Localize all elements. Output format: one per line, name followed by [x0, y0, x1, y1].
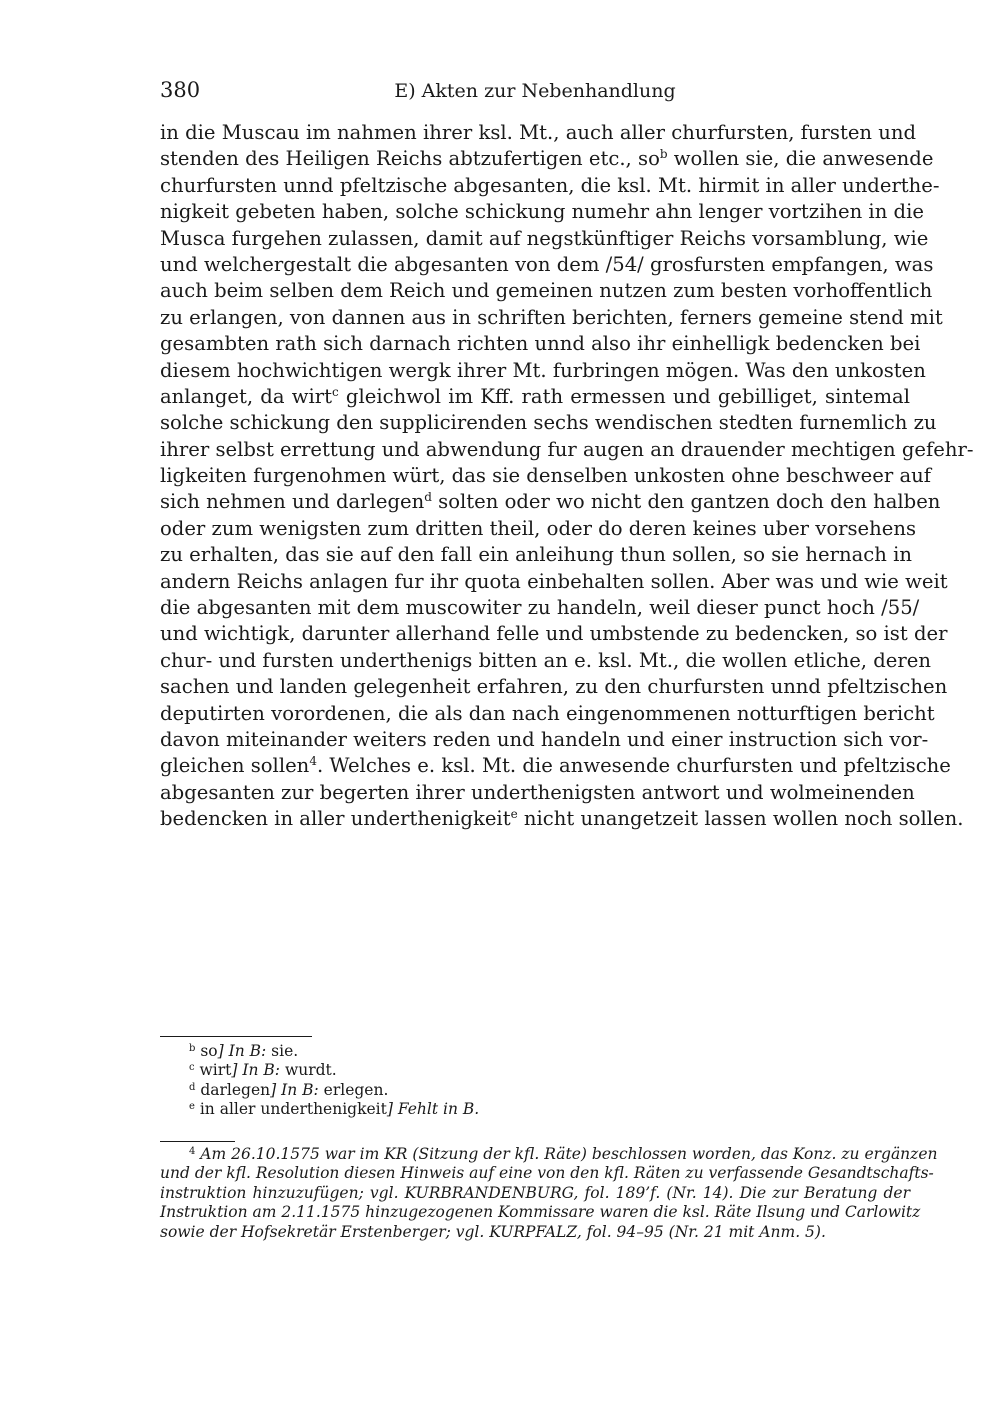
text-line: ihrer selbst errettung und abwendung fur augen an drauender mechtigen gefehr-: [160, 437, 974, 461]
footnote-ref: e: [510, 807, 518, 822]
running-head: E) Akten zur Nebenhandlung: [394, 80, 676, 102]
text-line: oder zum wenigsten zum dritten theil, oder do deren keines uber vorsehens: [160, 516, 917, 540]
note-mark: e: [189, 1101, 195, 1113]
text-line: gesambten rath sich darnach richten unnd also ihr einhelligk bedencken bei: [160, 332, 921, 356]
note-mark: c: [189, 1062, 195, 1074]
text-line: gleichen sollen$^4$. Welches e. ksl. Mt. die anwesende churfursten und pfeltzische: [160, 754, 951, 778]
text-line: und wichtigk, darunter allerhand felle und umbstende zu bedencken, so ist der: [160, 622, 948, 646]
footnote-ref: c: [332, 384, 339, 399]
text-line: sachen und landen gelegenheit erfahren, zu den churfursten unnd pfeltzischen: [160, 675, 948, 699]
footnote-ref: 4: [309, 754, 317, 769]
footnote-line: sowie der Hofsekretär Erstenberger; vgl. KURPFALZ, fol. 94–95 (Nr. 21 mit Anm. 5).: [160, 1222, 826, 1241]
page-header: [160, 78, 910, 108]
text-line: in die Muscau im nahmen ihrer ksl. Mt., auch aller churfursten, fursten und: [160, 121, 917, 144]
text-line: und welchergestalt die abgesanten von dem /54/ grosfursten empfangen, was: [160, 252, 934, 276]
text-line: stenden des Heiligen Reichs abtzufertigen etc., $so^b$ wollen sie, die anwesende: [160, 147, 934, 171]
text-line: deputirten vorordenen, die als dan nach eingenommenen notturftigen bericht: [160, 701, 935, 725]
note-marker: ] In B:: [270, 1080, 319, 1099]
page-number: 380: [160, 78, 201, 102]
footnote-line: und der kfl. Resolution diesen Hinweis auf eine von den kfl. Räten zu verfassende Gesandtschafts-: [160, 1164, 934, 1183]
text-line: ligkeiten furgenohmen würt, das sie denselben unkosten ohne beschweer auf: [160, 464, 931, 488]
footnote-separator-historical: [160, 1141, 235, 1142]
critical-note: $^c$ wirt] In B: wurdt.: [189, 1061, 337, 1080]
text-line: sich nehmen und darlegen$^d$ solten oder wo nicht den gantzen doch den halben: [160, 490, 941, 514]
critical-note: $^b$ so] In B: sie.: [189, 1042, 299, 1060]
footnote-line: instruktion hinzuzufügen; vgl. KURBRANDENBURG, fol. 189’f. (Nr. 14). Die zur Beratung der: [160, 1183, 910, 1202]
footnote-ref: d: [424, 490, 432, 505]
text-line: bedencken in aller underthenigkeit$^e$ nicht unangetzeit lassen wollen noch sollen.: [160, 807, 964, 831]
text-line: auch beim selben dem Reich und gemeinen nutzen zum besten vorhoffentlich: [160, 279, 933, 303]
text-line: die abgesanten mit dem muscowiter zu handeln, weil dieser punct hoch /55/: [160, 596, 920, 620]
critical-apparatus: [160, 1042, 910, 1120]
note-marker: ] In B:: [217, 1042, 267, 1060]
main-text: [160, 120, 974, 833]
text-line: diesem hochwichtigen wergk ihrer Mt. furbringen mögen. Was den unkosten: [160, 358, 926, 382]
note-mark: b: [189, 1043, 196, 1054]
text-line: abgesanten zur begerten ihrer underthenigsten antwort und wolmeinenden: [160, 780, 915, 804]
footnote-line: Instruktion am 2.11.1575 hinzugezogenen Kommissare waren die ksl. Räte Ilsung und Carlowitz: [160, 1203, 921, 1222]
note-marker: ] In B:: [231, 1061, 281, 1080]
text-line: solche schickung den supplicirenden sechs wendischen stedten furnemlich zu: [160, 411, 937, 435]
text-line: Musca furgehen zulassen, damit auf negstkünftiger Reichs vorsamblung, wie: [160, 226, 929, 250]
text-line: andern Reichs anlagen fur ihr quota einbehalten sollen. Aber was und wie weit: [160, 569, 948, 593]
footnote-line: $^4$ Am 26.10.1575 war im KR (Sitzung der kfl. Räte) beschlossen worden, das Konz. zu ergänzen: [189, 1145, 938, 1163]
text-line: zu erhalten, das sie auf den fall ein anleihung thun sollen, so sie hernach in: [160, 543, 912, 567]
note-mark: d: [189, 1081, 196, 1093]
critical-note: $^e$ in aller underthenigkeit] Fehlt in B.: [189, 1100, 480, 1119]
text-line: nigkeit gebeten haben, solche schickung numehr ahn lenger vortzihen in die: [160, 200, 924, 224]
note-mark: 4: [189, 1146, 196, 1157]
critical-note: $^d$ darlegen] In B: erlegen.: [189, 1080, 389, 1099]
note-marker: ] Fehlt in B.: [386, 1100, 480, 1119]
footnote-ref: b: [659, 147, 668, 162]
text-line: zu erlangen, von dannen aus in schriften berichten, ferners gemeine stend mit: [160, 305, 943, 329]
text-line: anlanget, da wirt$^c$ gleichwol im Kff. rath ermessen und gebilliget, sintemal: [160, 384, 910, 408]
text-line: davon miteinander weiters reden und handeln und einer instruction sich vor-: [160, 727, 929, 751]
historical-footnote: [160, 1145, 938, 1242]
text-line: churfursten unnd pfeltzische abgesanten, die ksl. Mt. hirmit in aller underthe-: [160, 173, 940, 197]
text-line: chur- und fursten underthenigs bitten an e. ksl. Mt., die wollen etliche, deren: [160, 648, 931, 672]
footnote-separator-critical: [160, 1036, 312, 1037]
